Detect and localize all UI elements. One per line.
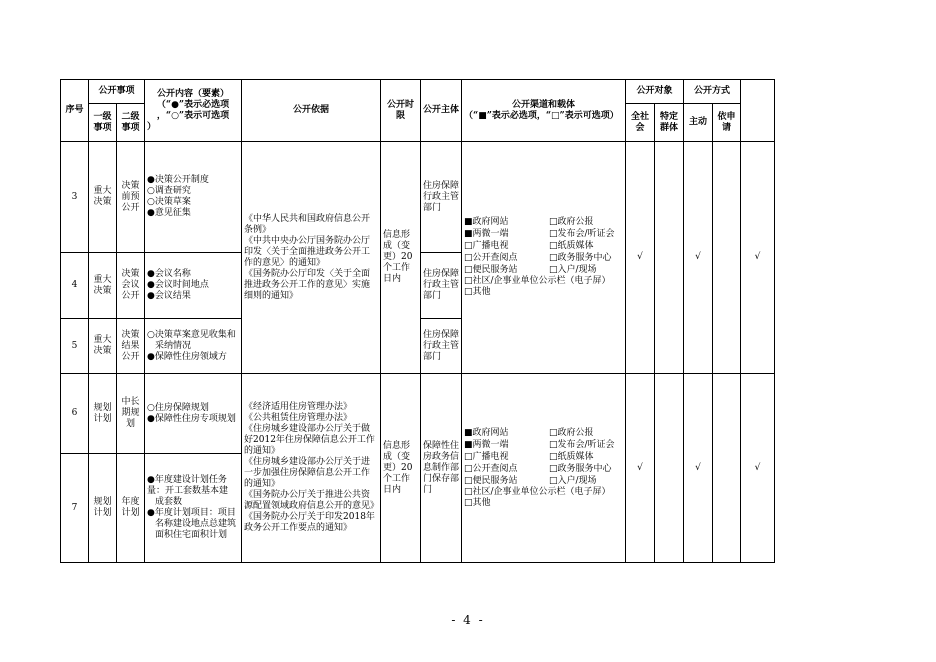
subject-cell: 住房保障行政主管部门 bbox=[421, 142, 462, 253]
header-subject: 公开主体 bbox=[421, 80, 462, 142]
header-blank bbox=[741, 80, 775, 142]
header-content: 公开内容（要素） （“●”表示必选项 ，“○”表示可选项 ） bbox=[145, 80, 242, 142]
header-audience: 公开对象 bbox=[626, 80, 684, 104]
table-row: 7 规划计划 年度计划 ●年度建设计划任务量：开工套数基本建 成套数 ●年度计划项目：项目 名称建设地点总建筑 面积住宅面积计划 bbox=[61, 454, 775, 563]
subject-cell: 保障性住房政务信息制作部门保存部门 bbox=[421, 374, 462, 563]
time-cell: 信息形成（变更）20个工作日内 bbox=[381, 142, 421, 374]
content-cell: ○决策草案意见收集和 采纳情况 ●保障性住房领域方 bbox=[145, 319, 242, 374]
content-cell: ●会议名称 ●会议时间地点 ●会议结果 bbox=[145, 253, 242, 319]
header-active: 主动 bbox=[684, 104, 713, 142]
basis-cell: 《中华人民共和国政府信息公开条例》 《中共中央办公厅国务院办公厅印发〈关于全面推进政务公开工作的意见〉的通知》 《国务院办公厅印发〈关于全面推进政务公开工作的意见〉实施细则的通知》 bbox=[242, 142, 381, 374]
header-time: 公开时限 bbox=[381, 80, 421, 142]
header-channel: 公开渠道和载体 （“■”表示必选项，“□”表示可选项） bbox=[462, 80, 626, 142]
check-all-society: √ bbox=[626, 374, 655, 563]
table-row: 5 重大决策 决策结果公开 ○决策草案意见收集和 采纳情况 ●保障性住房领域方 住房保障行政主管部门 bbox=[61, 319, 775, 374]
content-cell: ○住房保障规划 ●保障性住房专项规划 bbox=[145, 374, 242, 454]
content-cell: ●决策公开制度 ○调查研究 ○决策草案 ●意见征集 bbox=[145, 142, 242, 253]
channel-cell: ■政府网站 □政府公报 ■两微一端 □发布会/听证会 □广播电视 □纸质媒体 □公开查阅点 □政务服务中心 □便民服务站 □入户/现场 □社区/企事业单位公示栏（电子屏） □其他 bbox=[462, 374, 626, 563]
page-number: - 4 - bbox=[451, 613, 485, 627]
header-row-1 bbox=[61, 80, 775, 104]
table-row: 3 重大决策 决策前预公开 ●决策公开制度 ○调查研究 ○决策草案 ●意见征集 《中华人民共和国政府信息公开条例》 《中共中央办公厅国务院办公厅印发〈关于全面推进政务公开工作的意见〉的通知》 《国务院办公厅印发〈关于全面推进政务公开工作的意见〉实施细则的通知》 信息形成（变更）20个工作日内 住房保障行政主管部门 ■政府网站 □政府公报 ■两微一端 □发布会/听证会 □广播电视 □纸质媒体 □公开查阅点 □政务服务中心 □便民服务站 □入户/现场 □社区/企事业单位公示栏（电子屏） □其他 √ √ √ bbox=[61, 142, 775, 253]
header-specific-group: 特定群体 bbox=[655, 104, 684, 142]
check-county: √ bbox=[741, 374, 775, 563]
header-all-society: 全社会 bbox=[626, 104, 655, 142]
table-row: 4 重大决策 决策会议公开 ●会议名称 ●会议时间地点 ●会议结果 住房保障行政主管部门 bbox=[61, 253, 775, 319]
header-seq: 序号 bbox=[61, 80, 89, 142]
check-active: √ bbox=[684, 142, 713, 374]
channel-cell: ■政府网站 □政府公报 ■两微一端 □发布会/听证会 □广播电视 □纸质媒体 □公开查阅点 □政务服务中心 □便民服务站 □入户/现场 □社区/企事业单位公示栏（电子屏） □其他 bbox=[462, 142, 626, 374]
subject-cell: 住房保障行政主管部门 bbox=[421, 319, 462, 374]
header-basis: 公开依据 bbox=[242, 80, 381, 142]
basis-cell: 《经济适用住房管理办法》 《公共租赁住房管理办法》 《住房城乡建设部办公厅关于做好2012年住房保障信息公开工作的通知》 《住房城乡建设部办公厅关于进一步加强住房保障信息公开工作的通知》 《国务院办公厅关于推进公共资源配置领域政府信息公开的意见》 《国务院办公厅关于印发2018年政务公开工作要点的通知》 bbox=[242, 374, 381, 563]
header-level1: 一级事项 bbox=[89, 104, 117, 142]
content-cell: ●年度建设计划任务量：开工套数基本建 成套数 ●年度计划项目：项目 名称建设地点总建筑 面积住宅面积计划 bbox=[145, 454, 242, 563]
check-county: √ bbox=[741, 142, 775, 374]
header-level2: 二级事项 bbox=[117, 104, 145, 142]
header-method: 公开方式 bbox=[684, 80, 741, 104]
header-on-request: 依申请 bbox=[713, 104, 741, 142]
check-active: √ bbox=[684, 374, 713, 563]
subject-cell: 住房保障行政主管部门 bbox=[421, 253, 462, 319]
table-row: 6 规划计划 中长期规划 ○住房保障规划 ●保障性住房专项规划 《经济适用住房管理办法》 《公共租赁住房管理办法》 《住房城乡建设部办公厅关于做好2012年住房保障信息公开工作的通知》 《住房城乡建设部办公厅关于进一步加强住房保障信息公开工作的通知》 《国务院办公厅关于推进公共资源配置领域政府信息公开的意见》 《国务院办公厅关于印发2018年政务公开工作要点的通知》 信息形成（变更）20个工作日内 保障性住房政务信息制作部门保存部门 ■政府网站 □政府公报 ■两微一端 □发布会/听证会 □广播电视 □纸质媒体 □公开查阅点 □政务服务中心 □便民服务站 □入户/现场 □社区/企事业单位公示栏（电子屏） □其他 √ √ √ bbox=[61, 374, 775, 454]
check-all-society: √ bbox=[626, 142, 655, 374]
disclosure-table bbox=[60, 79, 775, 563]
header-matter: 公开事项 bbox=[89, 80, 145, 104]
time-cell: 信息形成（变更）20个工作日内 bbox=[381, 374, 421, 563]
